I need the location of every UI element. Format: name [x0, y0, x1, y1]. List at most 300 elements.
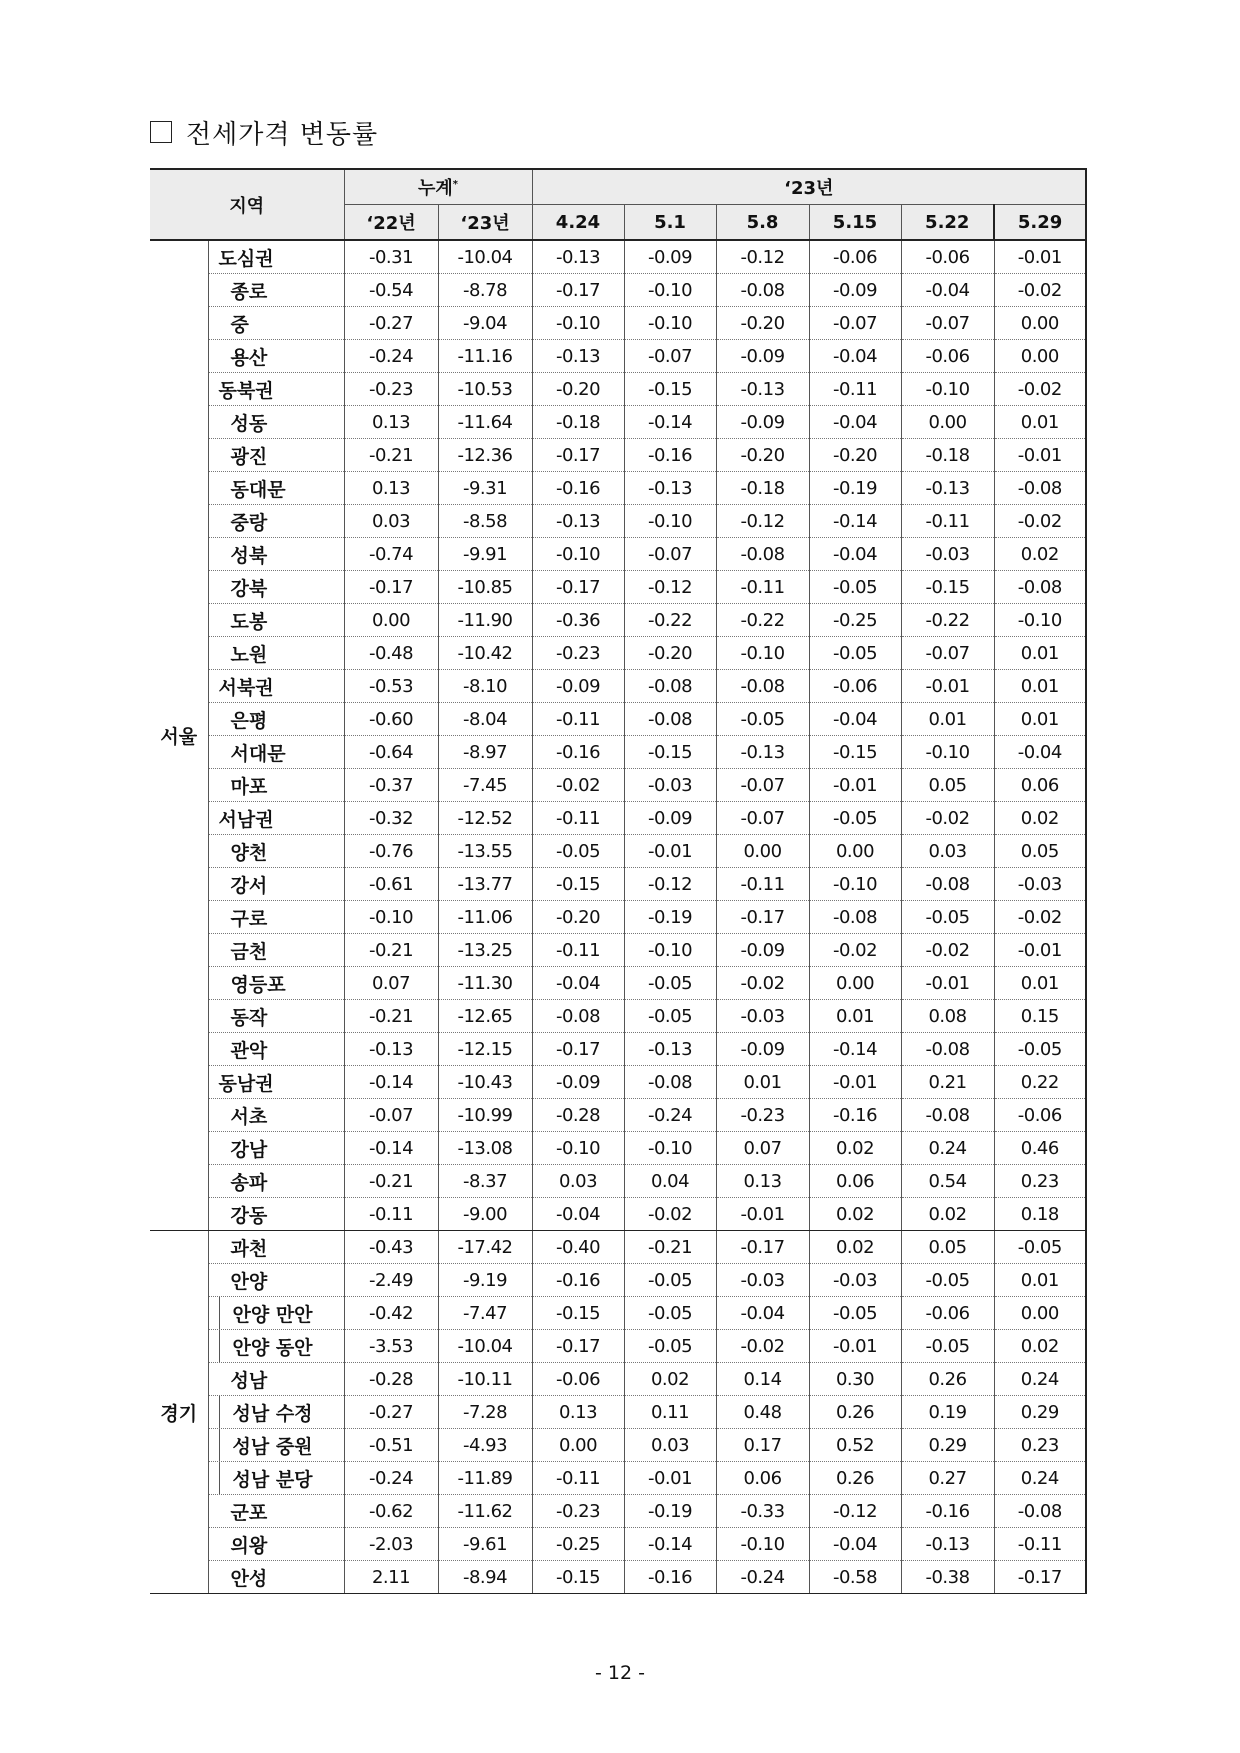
- value-cell: -0.01: [716, 1198, 809, 1231]
- value-cell: -0.10: [532, 538, 624, 571]
- table-row: [150, 406, 1086, 439]
- value-cell: 0.00: [994, 1297, 1086, 1330]
- value-cell: -9.00: [438, 1198, 532, 1231]
- value-cell: -0.01: [624, 835, 716, 868]
- value-cell: 0.01: [994, 637, 1086, 670]
- region-label: 서울: [150, 240, 208, 1231]
- value-cell: -0.18: [532, 406, 624, 439]
- value-cell: -0.07: [809, 307, 901, 340]
- header-col: ‘22년: [344, 205, 438, 241]
- value-cell: -0.24: [344, 1462, 438, 1495]
- value-cell: 0.02: [809, 1231, 901, 1264]
- value-cell: -9.31: [438, 472, 532, 505]
- value-cell: -0.08: [532, 1000, 624, 1033]
- value-cell: -8.10: [438, 670, 532, 703]
- value-cell: -8.58: [438, 505, 532, 538]
- value-cell: -0.14: [624, 406, 716, 439]
- value-cell: -0.12: [624, 571, 716, 604]
- value-cell: 0.26: [809, 1462, 901, 1495]
- value-cell: -0.08: [901, 1099, 994, 1132]
- value-cell: -11.06: [438, 901, 532, 934]
- value-cell: -8.94: [438, 1561, 532, 1594]
- value-cell: -0.11: [716, 868, 809, 901]
- value-cell: 0.24: [994, 1462, 1086, 1495]
- value-cell: -0.17: [532, 1330, 624, 1363]
- value-cell: -0.05: [901, 1330, 994, 1363]
- value-cell: -0.05: [532, 835, 624, 868]
- table-row: [150, 967, 1086, 1000]
- value-cell: -0.01: [809, 1066, 901, 1099]
- value-cell: -0.02: [624, 1198, 716, 1231]
- value-cell: -0.13: [624, 472, 716, 505]
- value-cell: -0.06: [809, 240, 901, 274]
- value-cell: -0.05: [624, 1000, 716, 1033]
- value-cell: -0.01: [901, 967, 994, 1000]
- value-cell: 0.00: [809, 967, 901, 1000]
- value-cell: -0.18: [901, 439, 994, 472]
- value-cell: -11.90: [438, 604, 532, 637]
- value-cell: -0.04: [809, 703, 901, 736]
- value-cell: -7.45: [438, 769, 532, 802]
- value-cell: -0.05: [716, 703, 809, 736]
- value-cell: -0.37: [344, 769, 438, 802]
- value-cell: 0.02: [901, 1198, 994, 1231]
- value-cell: 0.00: [901, 406, 994, 439]
- table-row: [150, 1231, 1086, 1264]
- value-cell: -0.14: [624, 1528, 716, 1561]
- table-row: [150, 505, 1086, 538]
- district-name: 은평: [208, 703, 344, 736]
- value-cell: -10.04: [438, 1330, 532, 1363]
- value-cell: -10.99: [438, 1099, 532, 1132]
- value-cell: 0.01: [716, 1066, 809, 1099]
- value-cell: 0.14: [716, 1363, 809, 1396]
- district-name: 안양 만안: [208, 1297, 344, 1330]
- district-name: 강남: [208, 1132, 344, 1165]
- value-cell: -0.10: [624, 1132, 716, 1165]
- district-name: 군포: [208, 1495, 344, 1528]
- table-row: [150, 1066, 1086, 1099]
- value-cell: -0.15: [624, 373, 716, 406]
- district-name: 금천: [208, 934, 344, 967]
- value-cell: -10.53: [438, 373, 532, 406]
- value-cell: -0.12: [716, 240, 809, 274]
- value-cell: 2.11: [344, 1561, 438, 1594]
- district-name: 중: [208, 307, 344, 340]
- value-cell: -0.13: [344, 1033, 438, 1066]
- value-cell: -0.10: [901, 373, 994, 406]
- value-cell: -0.03: [716, 1000, 809, 1033]
- value-cell: -0.38: [901, 1561, 994, 1594]
- value-cell: 0.13: [344, 472, 438, 505]
- value-cell: -0.08: [994, 571, 1086, 604]
- value-cell: -0.06: [532, 1363, 624, 1396]
- value-cell: 0.54: [901, 1165, 994, 1198]
- value-cell: -0.16: [532, 736, 624, 769]
- district-name: 강동: [208, 1198, 344, 1231]
- value-cell: -0.13: [532, 505, 624, 538]
- value-cell: -0.20: [532, 373, 624, 406]
- value-cell: 0.06: [994, 769, 1086, 802]
- value-cell: 0.13: [716, 1165, 809, 1198]
- value-cell: -0.05: [809, 571, 901, 604]
- value-cell: -11.64: [438, 406, 532, 439]
- header-col: 5.1: [624, 205, 716, 241]
- value-cell: -0.13: [716, 373, 809, 406]
- value-cell: -0.08: [624, 1066, 716, 1099]
- value-cell: 0.00: [994, 307, 1086, 340]
- value-cell: -0.14: [344, 1132, 438, 1165]
- district-name: 동북권: [208, 373, 344, 406]
- value-cell: -0.12: [809, 1495, 901, 1528]
- value-cell: -0.07: [716, 769, 809, 802]
- value-cell: -0.15: [532, 1561, 624, 1594]
- value-cell: 0.00: [344, 604, 438, 637]
- value-cell: -0.05: [809, 802, 901, 835]
- value-cell: -0.03: [901, 538, 994, 571]
- value-cell: -0.10: [901, 736, 994, 769]
- value-cell: -0.32: [344, 802, 438, 835]
- value-cell: -0.62: [344, 1495, 438, 1528]
- value-cell: -0.10: [716, 1528, 809, 1561]
- value-cell: -0.02: [901, 934, 994, 967]
- value-cell: -0.02: [994, 274, 1086, 307]
- value-cell: -0.42: [344, 1297, 438, 1330]
- table-row: [150, 1297, 1086, 1330]
- value-cell: -0.22: [901, 604, 994, 637]
- value-cell: -0.01: [809, 769, 901, 802]
- value-cell: -0.05: [624, 967, 716, 1000]
- district-name: 강북: [208, 571, 344, 604]
- value-cell: 0.02: [994, 1330, 1086, 1363]
- value-cell: 0.15: [994, 1000, 1086, 1033]
- district-name: 도봉: [208, 604, 344, 637]
- value-cell: 0.17: [716, 1429, 809, 1462]
- value-cell: -0.04: [809, 406, 901, 439]
- value-cell: -8.78: [438, 274, 532, 307]
- value-cell: 0.05: [901, 769, 994, 802]
- value-cell: 0.19: [901, 1396, 994, 1429]
- value-cell: -10.42: [438, 637, 532, 670]
- value-cell: 0.08: [901, 1000, 994, 1033]
- header-year-23: ‘23년: [532, 169, 1086, 205]
- value-cell: -0.43: [344, 1231, 438, 1264]
- value-cell: -0.14: [344, 1066, 438, 1099]
- value-cell: -0.10: [344, 901, 438, 934]
- value-cell: 0.01: [901, 703, 994, 736]
- value-cell: 0.23: [994, 1429, 1086, 1462]
- table-row: [150, 538, 1086, 571]
- value-cell: -0.02: [809, 934, 901, 967]
- value-cell: -0.10: [624, 505, 716, 538]
- district-name: 성남 중원: [208, 1429, 344, 1462]
- value-cell: -0.11: [994, 1528, 1086, 1561]
- value-cell: -0.27: [344, 1396, 438, 1429]
- value-cell: 0.11: [624, 1396, 716, 1429]
- value-cell: -0.14: [809, 1033, 901, 1066]
- value-cell: -0.01: [809, 1330, 901, 1363]
- value-cell: 0.27: [901, 1462, 994, 1495]
- header-col: 5.22: [901, 205, 994, 241]
- value-cell: 0.18: [994, 1198, 1086, 1231]
- district-name: 과천: [208, 1231, 344, 1264]
- value-cell: 0.01: [994, 406, 1086, 439]
- value-cell: -0.09: [716, 340, 809, 373]
- value-cell: -0.05: [624, 1330, 716, 1363]
- table-row: [150, 1165, 1086, 1198]
- value-cell: -0.12: [716, 505, 809, 538]
- value-cell: 0.02: [994, 538, 1086, 571]
- table-row: [150, 1495, 1086, 1528]
- value-cell: -0.21: [344, 1000, 438, 1033]
- value-cell: -0.07: [716, 802, 809, 835]
- value-cell: -0.33: [716, 1495, 809, 1528]
- table-row: [150, 571, 1086, 604]
- value-cell: -0.19: [809, 472, 901, 505]
- header-region: 지역: [150, 169, 344, 240]
- table-row: [150, 1132, 1086, 1165]
- section-title-text: 전세가격 변동률: [186, 119, 379, 150]
- value-cell: 0.02: [809, 1132, 901, 1165]
- value-cell: -0.16: [901, 1495, 994, 1528]
- value-cell: -0.40: [532, 1231, 624, 1264]
- value-cell: -11.62: [438, 1495, 532, 1528]
- value-cell: -0.08: [716, 538, 809, 571]
- table-row: [150, 1000, 1086, 1033]
- value-cell: -0.17: [532, 571, 624, 604]
- value-cell: -0.07: [901, 637, 994, 670]
- value-cell: -10.11: [438, 1363, 532, 1396]
- district-name: 영등포: [208, 967, 344, 1000]
- table-row: [150, 769, 1086, 802]
- value-cell: -0.08: [994, 472, 1086, 505]
- value-cell: -0.01: [624, 1462, 716, 1495]
- value-cell: -0.09: [624, 240, 716, 274]
- district-name: 중랑: [208, 505, 344, 538]
- value-cell: -0.08: [624, 703, 716, 736]
- value-cell: -0.08: [716, 670, 809, 703]
- value-cell: -13.77: [438, 868, 532, 901]
- value-cell: -0.08: [809, 901, 901, 934]
- value-cell: -0.02: [532, 769, 624, 802]
- district-name: 서초: [208, 1099, 344, 1132]
- value-cell: -0.21: [344, 1165, 438, 1198]
- value-cell: -2.49: [344, 1264, 438, 1297]
- value-cell: -0.06: [901, 1297, 994, 1330]
- value-cell: -0.02: [901, 802, 994, 835]
- header-col: 5.8: [716, 205, 809, 241]
- value-cell: 0.07: [344, 967, 438, 1000]
- value-cell: -13.08: [438, 1132, 532, 1165]
- value-cell: -0.06: [901, 240, 994, 274]
- district-name: 관악: [208, 1033, 344, 1066]
- district-name: 동남권: [208, 1066, 344, 1099]
- value-cell: 0.03: [532, 1165, 624, 1198]
- value-cell: -0.20: [716, 307, 809, 340]
- table-row: [150, 340, 1086, 373]
- value-cell: 0.26: [809, 1396, 901, 1429]
- value-cell: -0.10: [994, 604, 1086, 637]
- value-cell: 0.00: [716, 835, 809, 868]
- value-cell: -0.02: [994, 901, 1086, 934]
- value-cell: -0.25: [532, 1528, 624, 1561]
- value-cell: 0.00: [994, 340, 1086, 373]
- value-cell: -0.21: [344, 439, 438, 472]
- value-cell: -0.08: [624, 670, 716, 703]
- district-name: 성남: [208, 1363, 344, 1396]
- table-row: [150, 802, 1086, 835]
- value-cell: -0.10: [624, 307, 716, 340]
- value-cell: -0.17: [716, 901, 809, 934]
- table-row: [150, 736, 1086, 769]
- value-cell: -0.23: [532, 1495, 624, 1528]
- value-cell: -0.31: [344, 240, 438, 274]
- header-col: 5.15: [809, 205, 901, 241]
- value-cell: 0.52: [809, 1429, 901, 1462]
- district-name: 양천: [208, 835, 344, 868]
- value-cell: -0.04: [532, 1198, 624, 1231]
- value-cell: -0.09: [716, 1033, 809, 1066]
- value-cell: -0.11: [532, 703, 624, 736]
- district-name: 성북: [208, 538, 344, 571]
- table-row: [150, 240, 1086, 274]
- value-cell: 0.01: [994, 967, 1086, 1000]
- value-cell: -0.08: [994, 1495, 1086, 1528]
- value-cell: -0.22: [716, 604, 809, 637]
- value-cell: -0.23: [532, 637, 624, 670]
- value-cell: -0.23: [716, 1099, 809, 1132]
- value-cell: -0.11: [809, 373, 901, 406]
- value-cell: -0.10: [532, 307, 624, 340]
- value-cell: -0.04: [809, 340, 901, 373]
- value-cell: -12.36: [438, 439, 532, 472]
- district-name: 광진: [208, 439, 344, 472]
- value-cell: -0.11: [532, 1462, 624, 1495]
- value-cell: -0.03: [624, 769, 716, 802]
- value-cell: -0.07: [901, 307, 994, 340]
- value-cell: -0.13: [532, 240, 624, 274]
- table-row: [150, 637, 1086, 670]
- value-cell: 0.06: [716, 1462, 809, 1495]
- table-row: [150, 1528, 1086, 1561]
- district-name: 구로: [208, 901, 344, 934]
- value-cell: -0.18: [716, 472, 809, 505]
- table-row: [150, 901, 1086, 934]
- value-cell: 0.00: [809, 835, 901, 868]
- value-cell: 0.22: [994, 1066, 1086, 1099]
- value-cell: -0.11: [901, 505, 994, 538]
- value-cell: 0.04: [624, 1165, 716, 1198]
- table-row: [150, 307, 1086, 340]
- district-name: 의왕: [208, 1528, 344, 1561]
- table-row: [150, 1033, 1086, 1066]
- value-cell: -13.55: [438, 835, 532, 868]
- value-cell: -0.74: [344, 538, 438, 571]
- value-cell: -0.13: [716, 736, 809, 769]
- value-cell: -0.01: [901, 670, 994, 703]
- value-cell: 0.24: [901, 1132, 994, 1165]
- value-cell: -0.02: [716, 967, 809, 1000]
- value-cell: -0.09: [716, 406, 809, 439]
- value-cell: -0.05: [994, 1231, 1086, 1264]
- value-cell: -0.15: [901, 571, 994, 604]
- header-col: 5.29: [994, 205, 1086, 241]
- value-cell: -0.06: [901, 340, 994, 373]
- value-cell: -0.16: [532, 1264, 624, 1297]
- value-cell: -0.10: [624, 274, 716, 307]
- value-cell: 0.21: [901, 1066, 994, 1099]
- value-cell: 0.03: [901, 835, 994, 868]
- value-cell: -0.16: [624, 1561, 716, 1594]
- value-cell: -0.04: [901, 274, 994, 307]
- value-cell: 0.48: [716, 1396, 809, 1429]
- value-cell: -0.21: [624, 1231, 716, 1264]
- value-cell: -0.20: [809, 439, 901, 472]
- district-name: 동대문: [208, 472, 344, 505]
- table-row: [150, 1429, 1086, 1462]
- table-row: [150, 274, 1086, 307]
- value-cell: -7.47: [438, 1297, 532, 1330]
- value-cell: -0.05: [809, 1297, 901, 1330]
- value-cell: -0.36: [532, 604, 624, 637]
- value-cell: 0.23: [994, 1165, 1086, 1198]
- value-cell: -2.03: [344, 1528, 438, 1561]
- table-row: [150, 439, 1086, 472]
- district-name: 마포: [208, 769, 344, 802]
- table-row: [150, 1330, 1086, 1363]
- value-cell: -0.10: [624, 934, 716, 967]
- district-name: 성동: [208, 406, 344, 439]
- value-cell: 0.06: [809, 1165, 901, 1198]
- value-cell: -0.08: [901, 1033, 994, 1066]
- value-cell: -0.07: [624, 340, 716, 373]
- value-cell: -0.07: [624, 538, 716, 571]
- value-cell: -10.04: [438, 240, 532, 274]
- value-cell: -9.04: [438, 307, 532, 340]
- table-row: [150, 1099, 1086, 1132]
- value-cell: -0.20: [716, 439, 809, 472]
- value-cell: -0.13: [901, 1528, 994, 1561]
- value-cell: -0.09: [624, 802, 716, 835]
- value-cell: -0.03: [994, 868, 1086, 901]
- value-cell: 0.02: [994, 802, 1086, 835]
- value-cell: -0.28: [344, 1363, 438, 1396]
- value-cell: -0.21: [344, 934, 438, 967]
- value-cell: -0.06: [994, 1099, 1086, 1132]
- value-cell: -0.25: [809, 604, 901, 637]
- value-cell: 0.24: [994, 1363, 1086, 1396]
- table-row: [150, 670, 1086, 703]
- value-cell: -0.01: [994, 934, 1086, 967]
- value-cell: -12.65: [438, 1000, 532, 1033]
- value-cell: -0.11: [532, 934, 624, 967]
- value-cell: -0.24: [624, 1099, 716, 1132]
- value-cell: 0.05: [994, 835, 1086, 868]
- value-cell: -0.17: [532, 1033, 624, 1066]
- value-cell: -0.02: [994, 373, 1086, 406]
- value-cell: -8.04: [438, 703, 532, 736]
- header-col: ‘23년: [438, 205, 532, 241]
- value-cell: -0.15: [532, 1297, 624, 1330]
- value-cell: -0.54: [344, 274, 438, 307]
- district-name: 동작: [208, 1000, 344, 1033]
- value-cell: -0.23: [344, 373, 438, 406]
- table-row: [150, 1198, 1086, 1231]
- value-cell: -0.01: [994, 240, 1086, 274]
- value-cell: -0.61: [344, 868, 438, 901]
- value-cell: -0.02: [994, 505, 1086, 538]
- table-row: [150, 1462, 1086, 1495]
